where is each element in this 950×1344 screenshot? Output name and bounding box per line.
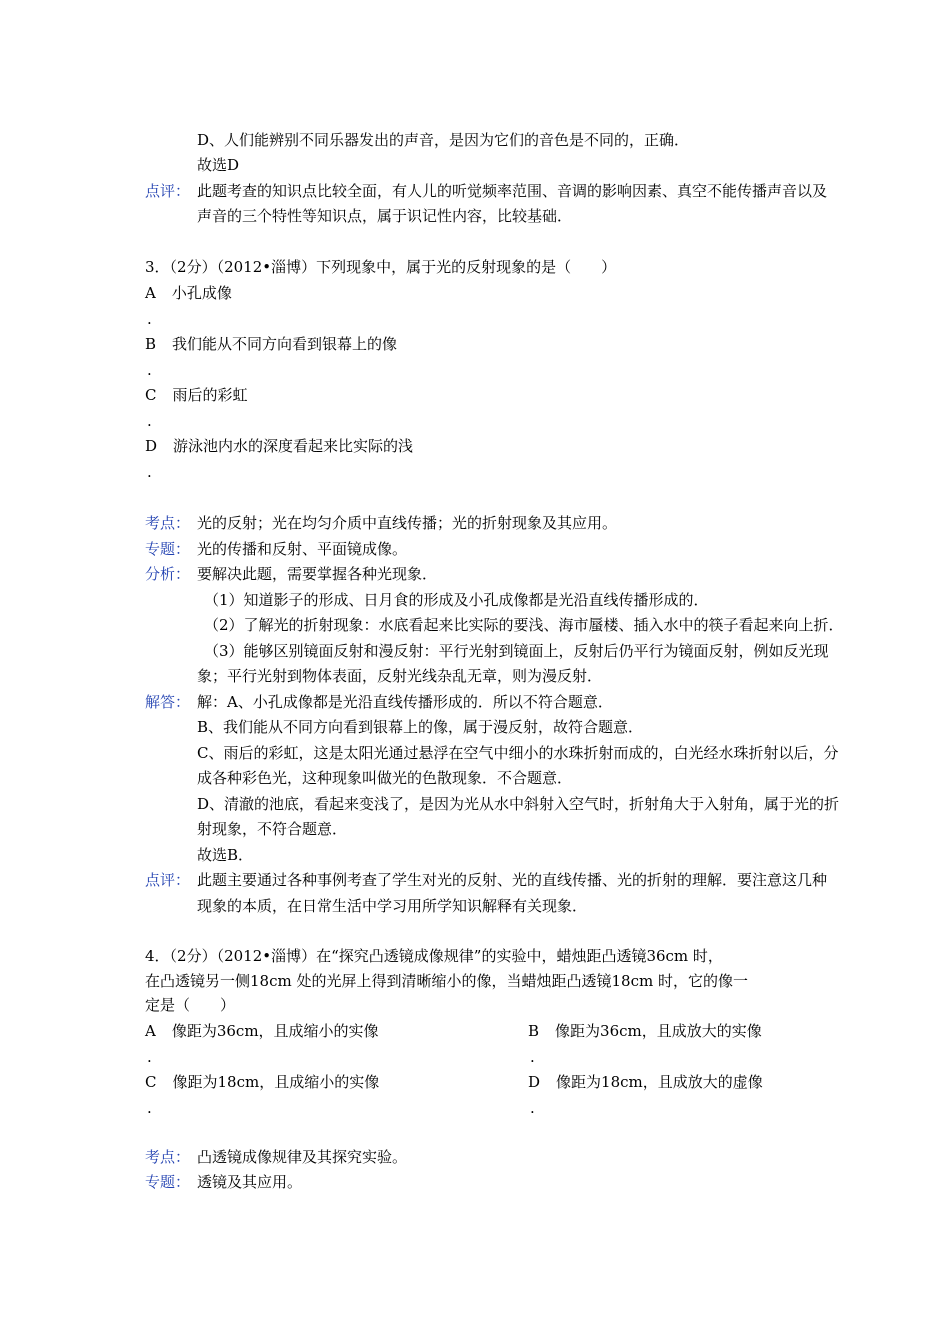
q4-option-d — [528, 1072, 763, 1092]
option-letter: A — [145, 1022, 156, 1040]
option-text: 像距为36cm，且成缩小的实像 — [171, 1022, 379, 1040]
q3-jieda-line: B、我们能从不同方向看到银幕上的像，属于漫反射，故符合题意． — [197, 718, 644, 736]
option-text: 游泳池内水的深度看起来比实际的浅 — [173, 437, 414, 455]
q3-option-b — [145, 334, 397, 354]
option-letter: B — [528, 1022, 540, 1040]
q4-option-b — [528, 1021, 762, 1041]
option-letter: A — [145, 284, 156, 302]
q3-jieda-line: C、雨后的彩虹，这是太阳光通过悬浮在空气中细小的水珠折射而成的，白光经水珠折射以后，分 — [197, 744, 839, 762]
q4-option-a — [145, 1021, 379, 1041]
q4-stem-line2: 在凸透镜另一侧18cm 处的光屏上得到清晰缩小的像，当蜡烛距凸透镜18cm 时，它的像一 — [145, 972, 748, 990]
q2-comment-line2: 声音的三个特性等知识点，属于识记性内容，比较基础． — [197, 207, 573, 225]
q4-kaodian-label: 考点： — [145, 1148, 191, 1166]
q3-fenxi-line: （1）知道影子的形成、日月食的形成及小孔成像都是光沿直线传播形成的． — [204, 591, 709, 609]
q3-dianping-line: 此题主要通过各种事例考查了学生对光的反射、光的直线传播、光的折射的理解．要注意这几种 — [197, 871, 828, 889]
option-text: 我们能从不同方向看到银幕上的像 — [172, 335, 398, 353]
q3-jieda-line: 故选B． — [197, 846, 254, 864]
q3-jieda-line: 成各种彩色光，这种现象叫做光的色散现象．不合题意． — [197, 769, 573, 787]
option-letter: D — [145, 437, 158, 455]
option-text: 像距为18cm，且成缩小的实像 — [172, 1073, 380, 1091]
q2-answer-d: D、人们能辨别不同乐器发出的声音，是因为它们的音色是不同的，正确． — [197, 131, 690, 149]
option-dot: . — [530, 1048, 535, 1066]
q3-option-a — [145, 283, 232, 303]
q3-kaodian: 光的反射；光在均匀介质中直线传播；光的折射现象及其应用。 — [197, 514, 618, 532]
option-dot: . — [147, 412, 152, 430]
q4-zhuanti-label: 专题： — [145, 1173, 191, 1191]
q4-option-c — [145, 1072, 379, 1092]
option-dot: . — [147, 361, 152, 379]
q3-zhuanti: 光的传播和反射、平面镜成像。 — [197, 540, 408, 558]
option-text: 像距为36cm，且成放大的实像 — [555, 1022, 762, 1040]
q2-choice: 故选D — [197, 156, 240, 174]
q3-fenxi-line: （3）能够区别镜面反射和漫反射：平行光射到镜面上，反射后仍平行为镜面反射，例如反光现 — [204, 642, 829, 660]
q4-kaodian: 凸透镜成像规律及其探究实验。 — [197, 1148, 408, 1166]
q3-jieda-label: 解答： — [145, 693, 191, 711]
q3-dianping-label: 点评： — [145, 871, 191, 889]
q3-fenxi-label: 分析： — [145, 565, 191, 583]
q3-dianping-line: 现象的本质，在日常生活中学习用所学知识解释有关现象． — [197, 897, 588, 915]
q3-jieda-line: D、清澈的池底，看起来变浅了，是因为光从水中斜射入空气时，折射角大于入射角，属于光的折 — [197, 795, 840, 813]
q3-fenxi-line: 要解决此题，需要掌握各种光现象． — [197, 565, 438, 583]
q3-fenxi-line: （2）了解光的折射现象：水底看起来比实际的要浅、海市蜃楼、插入水中的筷子看起来向上折． — [204, 616, 844, 634]
option-text: 小孔成像 — [171, 284, 232, 302]
q3-jieda-line: 解：A、小孔成像都是光沿直线传播形成的．所以不符合题意． — [197, 693, 613, 711]
option-dot: . — [530, 1099, 535, 1117]
option-letter: D — [528, 1073, 541, 1091]
option-letter: C — [145, 386, 157, 404]
q3-fenxi-line: 象；平行光射到物体表面，反射光线杂乱无章，则为漫反射． — [197, 667, 603, 685]
q3-jieda-line: 射现象，不符合题意． — [197, 820, 348, 838]
q3-kaodian-label: 考点： — [145, 514, 191, 532]
option-text: 雨后的彩虹 — [172, 386, 248, 404]
option-dot: . — [147, 463, 152, 481]
option-dot: . — [147, 1048, 152, 1066]
q2-comment-label: 点评： — [145, 182, 191, 200]
q3-option-d — [145, 436, 413, 456]
q4-stem-line1: 4．（2分）（2012•淄博）在“探究凸透镜成像规律”的实验中，蜡烛距凸透镜36cm 时， — [145, 947, 723, 965]
q4-zhuanti: 透镜及其应用。 — [197, 1173, 303, 1191]
option-letter: C — [145, 1073, 157, 1091]
option-text: 像距为18cm，且成放大的虚像 — [556, 1073, 763, 1091]
option-letter: B — [145, 335, 157, 353]
q3-stem: 3．（2分）（2012•淄博）下列现象中，属于光的反射现象的是（ ） — [145, 258, 617, 276]
option-dot: . — [147, 1099, 152, 1117]
q3-option-c — [145, 385, 248, 405]
option-dot: . — [147, 310, 152, 328]
q4-stem-line3: 定是（ ） — [145, 996, 236, 1014]
q2-comment-line1: 此题考查的知识点比较全面，有人儿的听觉频率范围、音调的影响因素、真空不能传播声音以及 — [197, 182, 828, 200]
q3-zhuanti-label: 专题： — [145, 540, 191, 558]
